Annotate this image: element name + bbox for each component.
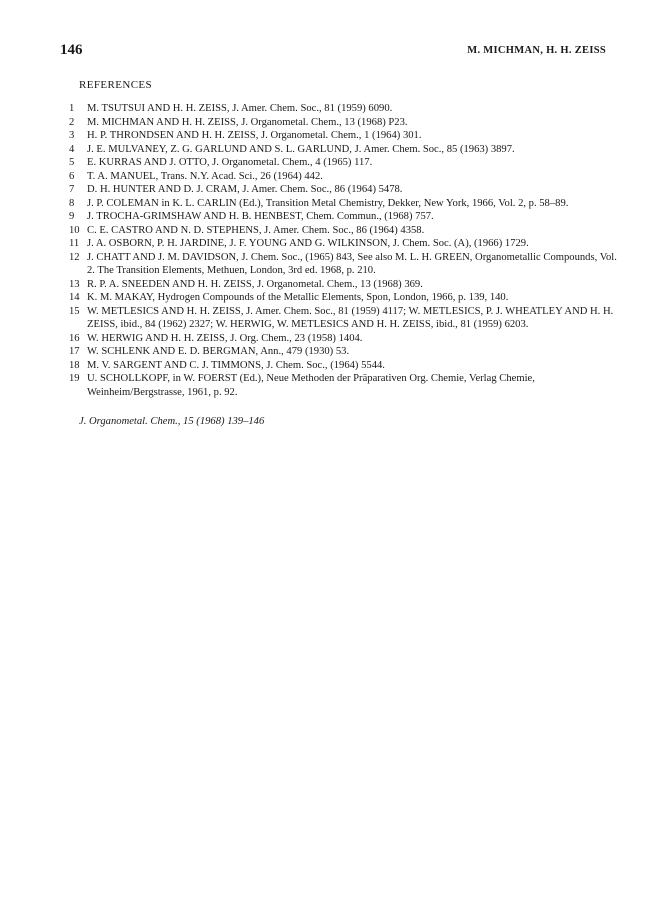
reference-number: 6 <box>69 170 75 182</box>
section-title: REFERENCES <box>79 79 153 91</box>
reference-number: 11 <box>69 238 80 249</box>
reference-item <box>69 129 617 143</box>
reference-text: J. P. COLEMAN in K. L. CARLIN (Ed.), Transition Metal Chemistry, Dekker, New York, 1966, Vol. 2, p. 58–89. <box>87 197 569 209</box>
reference-number: 5 <box>69 157 75 168</box>
reference-text: U. SCHOLLKOPF, in W. FOERST (Ed.), Neue Methoden der Präparativen Org. Chemie, Verlag Chemie, Weinheim/Bergstrasse, 1961, p. 92. <box>87 373 535 398</box>
page-number: 146 <box>60 42 83 58</box>
reference-number: 18 <box>69 359 80 371</box>
reference-text: J. A. OSBORN, P. H. JARDINE, J. F. YOUNG AND G. WILKINSON, J. Chem. Soc. (A), (1966) 1729. <box>87 238 529 249</box>
reference-item <box>69 143 617 157</box>
reference-number: 19 <box>69 373 80 384</box>
reference-text: W. METLESICS AND H. H. ZEISS, J. Amer. Chem. Soc., 81 (1959) 4117; W. METLESICS, P. J. WHEATLEY AND H. H. ZEISS, ibid., 84 (1962) 2327; W. HERWIG, W. METLESICS AND H. H. ZEISS, ibid., 81 (1959) 6203. <box>87 305 614 330</box>
reference-item <box>69 291 617 305</box>
reference-number: 12 <box>69 251 80 263</box>
reference-text: M. V. SARGENT AND C. J. TIMMONS, J. Chem. Soc., (1964) 5544. <box>87 359 385 371</box>
reference-number: 10 <box>69 224 80 236</box>
reference-text: R. P. A. SNEEDEN AND H. H. ZEISS, J. Organometal. Chem., 13 (1968) 369. <box>87 278 423 290</box>
reference-number: 8 <box>69 197 75 209</box>
reference-item <box>69 359 617 373</box>
reference-text: D. H. HUNTER AND D. J. CRAM, J. Amer. Chem. Soc., 86 (1964) 5478. <box>87 184 403 195</box>
journal-citation: J. Organometal. Chem., 15 (1968) 139–146 <box>79 416 265 427</box>
reference-item <box>69 332 617 346</box>
reference-item <box>69 305 617 332</box>
reference-item <box>69 102 617 116</box>
reference-text: T. A. MANUEL, Trans. N.Y. Acad. Sci., 26 (1964) 442. <box>87 170 323 182</box>
reference-text: J. TROCHA-GRIMSHAW AND H. B. HENBEST, Chem. Commun., (1968) 757. <box>87 211 434 222</box>
reference-number: 9 <box>69 211 75 222</box>
reference-text: H. P. THRONDSEN AND H. H. ZEISS, J. Organometal. Chem., 1 (1964) 301. <box>87 130 422 141</box>
reference-number: 14 <box>69 292 80 303</box>
reference-text: E. KURRAS AND J. OTTO, J. Organometal. Chem., 4 (1965) 117. <box>87 157 373 168</box>
reference-number: 16 <box>69 332 80 344</box>
reference-number: 17 <box>69 346 80 357</box>
reference-item <box>69 183 617 197</box>
reference-item <box>69 156 617 170</box>
reference-item <box>69 224 617 238</box>
reference-number: 13 <box>69 278 80 290</box>
reference-list <box>69 102 617 399</box>
reference-item <box>69 170 617 184</box>
reference-number: 7 <box>69 184 75 195</box>
reference-number: 1 <box>69 103 75 114</box>
reference-item <box>69 345 617 359</box>
reference-number: 15 <box>69 305 80 317</box>
reference-text: W. SCHLENK AND E. D. BERGMAN, Ann., 479 (1930) 53. <box>87 346 350 357</box>
reference-text: M. TSUTSUI AND H. H. ZEISS, J. Amer. Chem. Soc., 81 (1959) 6090. <box>87 103 393 114</box>
running-head: M. MICHMAN, H. H. ZEISS <box>467 45 606 56</box>
reference-item <box>69 210 617 224</box>
reference-item <box>69 197 617 211</box>
reference-text: W. HERWIG AND H. H. ZEISS, J. Org. Chem., 23 (1958) 1404. <box>87 332 363 344</box>
reference-number: 3 <box>69 130 75 141</box>
reference-item <box>69 278 617 292</box>
reference-item <box>69 251 617 278</box>
reference-number: 4 <box>69 143 75 155</box>
reference-item <box>69 237 617 251</box>
reference-text: J. CHATT AND J. M. DAVIDSON, J. Chem. Soc., (1965) 843, See also M. L. H. GREEN, Organometallic Compounds, Vol. 2. The Transition Elements, Methuen, London, 3rd ed. 1968, p. 210. <box>87 251 617 276</box>
reference-number: 2 <box>69 116 75 128</box>
reference-item <box>69 116 617 130</box>
reference-text: C. E. CASTRO AND N. D. STEPHENS, J. Amer. Chem. Soc., 86 (1964) 4358. <box>87 224 425 236</box>
reference-text: J. E. MULVANEY, Z. G. GARLUND AND S. L. GARLUND, J. Amer. Chem. Soc., 85 (1963) 3897. <box>87 143 515 155</box>
reference-text: K. M. MAKAY, Hydrogen Compounds of the Metallic Elements, Spon, London, 1966, p. 139, 140. <box>87 292 509 303</box>
reference-item <box>69 372 617 399</box>
reference-text: M. MICHMAN AND H. H. ZEISS, J. Organometal. Chem., 13 (1968) P23. <box>87 116 408 128</box>
journal-footer <box>79 416 264 427</box>
